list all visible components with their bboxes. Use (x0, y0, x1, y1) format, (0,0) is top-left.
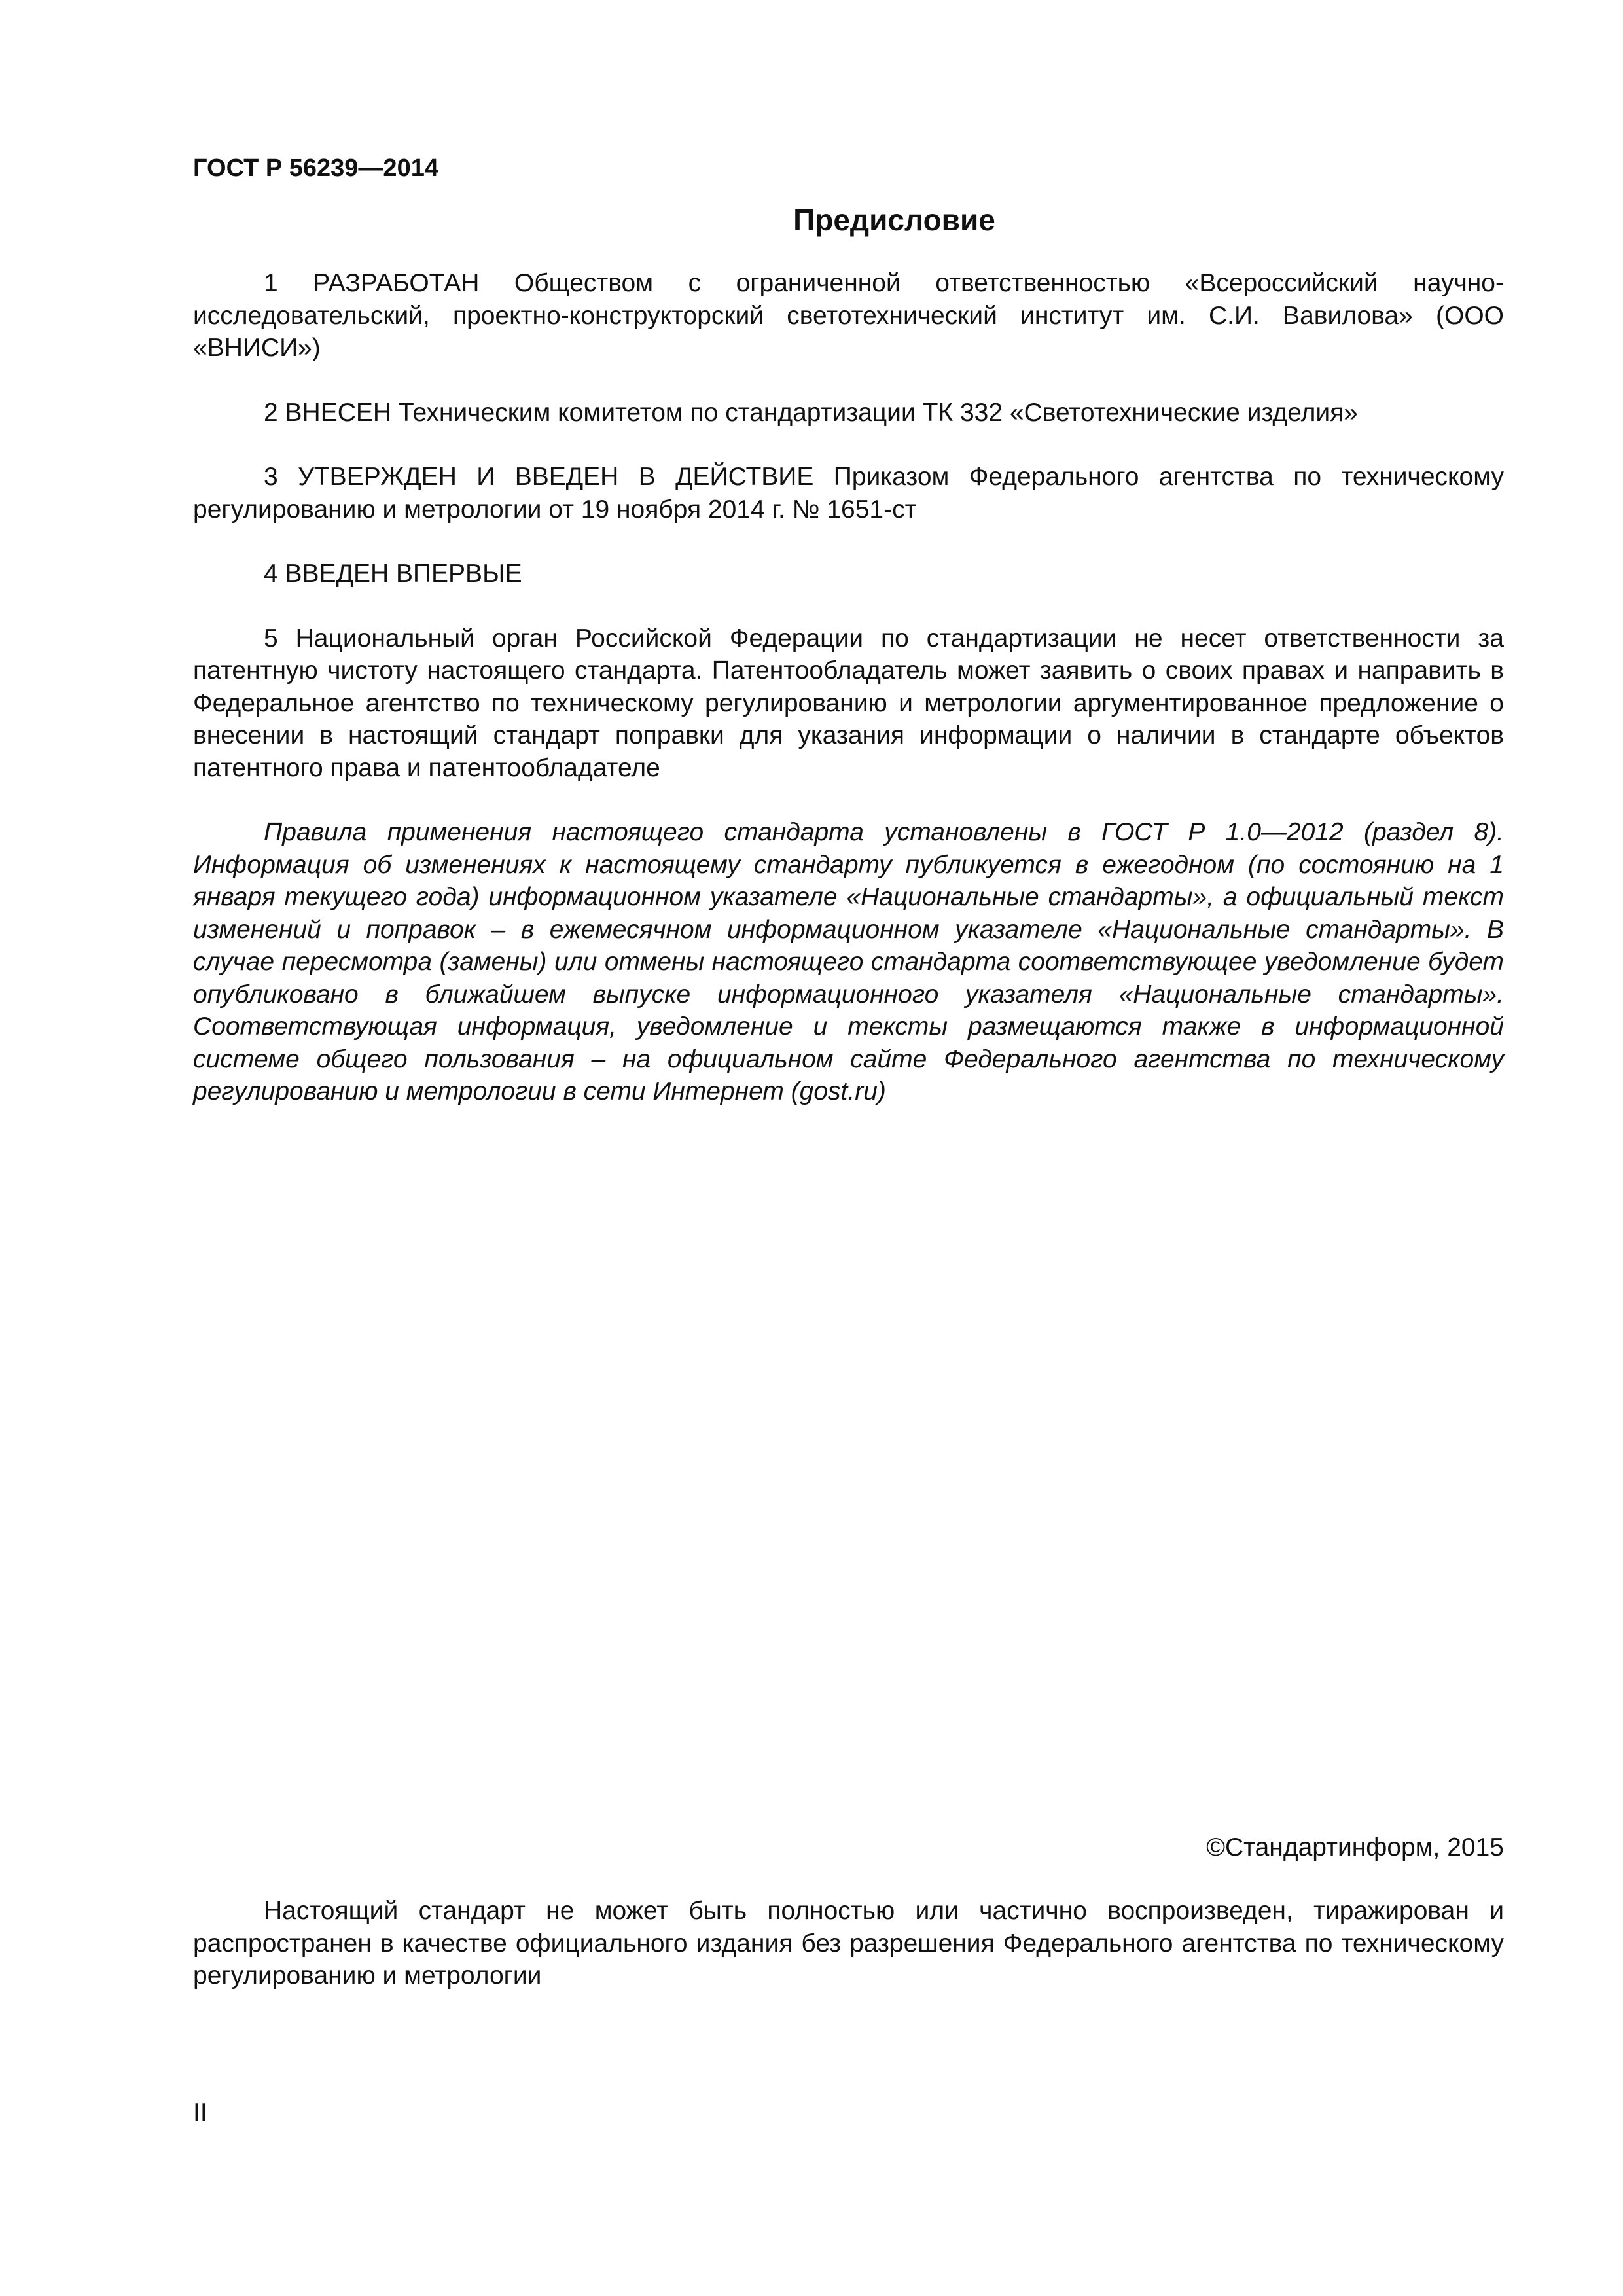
preface-item-4: 4 ВВЕДЕН ВПЕРВЫЕ (264, 560, 522, 588)
preface-body (193, 267, 1504, 1140)
page-number: II (193, 2098, 207, 2126)
rules-note: Правила применения настоящего стандарта установлены в ГОСТ Р 1.0—2012 (раздел 8). Информация об изменениях к настоящему стандарту публикуется в ежегодном (по состоянию на 1 января текущего года) информационном указателе «Национальные стандарты», а официальный текст изменений и поправок – в ежемесячном информационном указателе «Национальные стандарты». В случае пересмотра (замены) или отмены настоящего стандарта соответствующее уведомление будет опубликовано в ближайшем выпуске информационного указателя «Национальные стандарты». Соответствующая информация, уведомление и тексты размещаются также в информационной системе общего пользования – на официальном сайте Федерального агентства по техническому регулированию и метрологии в сети Интернет (gost.ru) (193, 818, 1504, 1105)
preface-item-3: 3 УТВЕРЖДЕН И ВВЕДЕН В ДЕЙСТВИЕ Приказом Федерального агентства по техническому регулированию и метрологии от 19 ноября 2014 г. № 1651-ст (193, 463, 1504, 524)
preface-item-1: 1 РАЗРАБОТАН Обществом с ограниченной ответственностью «Всероссийский научно-исследовательский, проектно-конструкторский светотехнический институт им. С.И. Вавилова» (ООО «ВНИСИ») (193, 269, 1504, 362)
copyright-line: ©Стандартинформ, 2015 (1206, 1833, 1504, 1861)
section-title: Предисловие (793, 203, 995, 237)
reproduction-notice: Настоящий стандарт не может быть полностью или частично воспроизведен, тиражирован и распространен в качестве официального издания без разрешения Федерального агентства по техническому регулированию и метрологии (193, 1897, 1504, 1990)
preface-item-5: 5 Национальный орган Российской Федерации по стандартизации не несет ответственности за патентную чистоту настоящего стандарта. Патентообладатель может заявить о своих правах и направить в Федеральное агентство по техническому регулированию и метрологии аргументированное предложение о внесении в настоящий стандарт поправки для указания информации о наличии в стандарте объектов патентного права и патентообладателе (193, 624, 1504, 782)
document-code-header: ГОСТ Р 56239—2014 (193, 154, 438, 182)
preface-item-2: 2 ВНЕСЕН Техническим комитетом по стандартизации ТК 332 «Светотехнические изделия» (264, 398, 1358, 427)
